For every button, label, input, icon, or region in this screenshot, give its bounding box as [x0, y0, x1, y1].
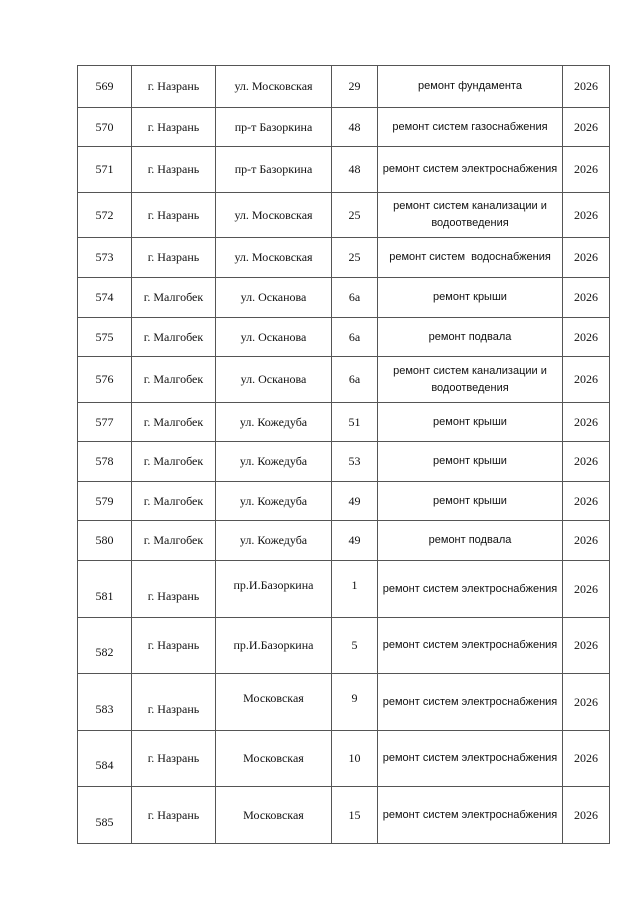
row-number: 569 [78, 66, 132, 108]
house-cell: 25 [332, 193, 378, 238]
city-cell: г. Назрань [132, 787, 216, 844]
house-cell: 6а [332, 318, 378, 357]
work-type-cell: ремонт крыши [378, 482, 563, 521]
street-cell: пр.И.Базоркина [216, 561, 332, 618]
work-type-cell: ремонт систем водоснабжения [378, 238, 563, 278]
work-type-cell: ремонт систем электроснабжения [378, 147, 563, 193]
table-row [78, 66, 610, 108]
work-type-cell: ремонт крыши [378, 278, 563, 318]
work-type-cell: ремонт фундамента [378, 66, 563, 108]
city-cell: г. Малгобек [132, 521, 216, 561]
year-cell: 2026 [563, 521, 610, 561]
row-number: 570 [78, 108, 132, 147]
city-cell: г. Назрань [132, 193, 216, 238]
row-number: 583 [78, 674, 132, 731]
house-cell: 53 [332, 442, 378, 482]
table-row [78, 731, 610, 787]
work-type-cell: ремонт систем электроснабжения [378, 674, 563, 731]
house-cell: 48 [332, 108, 378, 147]
house-cell: 6а [332, 357, 378, 403]
year-cell: 2026 [563, 108, 610, 147]
year-cell: 2026 [563, 278, 610, 318]
work-type-cell: ремонт систем электроснабжения [378, 618, 563, 674]
street-cell: пр.И.Базоркина [216, 618, 332, 674]
street-cell: Московская [216, 731, 332, 787]
house-cell: 9 [332, 674, 378, 731]
table-row [78, 787, 610, 844]
work-type-cell: ремонт подвала [378, 318, 563, 357]
row-number: 577 [78, 403, 132, 442]
house-cell: 48 [332, 147, 378, 193]
house-cell: 10 [332, 731, 378, 787]
table-row [78, 108, 610, 147]
city-cell: г. Назрань [132, 147, 216, 193]
work-type-cell: ремонт систем электроснабжения [378, 561, 563, 618]
work-type-cell: ремонт систем газоснабжения [378, 108, 563, 147]
table-row [78, 674, 610, 731]
year-cell: 2026 [563, 674, 610, 731]
row-number: 584 [78, 731, 132, 787]
city-cell: г. Назрань [132, 561, 216, 618]
street-cell: Московская [216, 787, 332, 844]
city-cell: г. Назрань [132, 674, 216, 731]
street-cell: пр-т Базоркина [216, 147, 332, 193]
row-number: 578 [78, 442, 132, 482]
street-cell: ул. Кожедуба [216, 442, 332, 482]
work-type-cell: ремонт систем электроснабжения [378, 787, 563, 844]
table-row [78, 618, 610, 674]
city-cell: г. Малгобек [132, 403, 216, 442]
house-cell: 6а [332, 278, 378, 318]
house-cell: 29 [332, 66, 378, 108]
house-cell: 49 [332, 482, 378, 521]
city-cell: г. Назрань [132, 66, 216, 108]
table-row [78, 357, 610, 403]
row-number: 571 [78, 147, 132, 193]
year-cell: 2026 [563, 357, 610, 403]
city-cell: г. Назрань [132, 618, 216, 674]
street-cell: ул. Кожедуба [216, 403, 332, 442]
work-type-cell: ремонт систем канализации и водоотведения [378, 357, 563, 403]
year-cell: 2026 [563, 193, 610, 238]
row-number: 572 [78, 193, 132, 238]
repair-schedule-table [77, 65, 610, 844]
street-cell: ул. Московская [216, 238, 332, 278]
year-cell: 2026 [563, 318, 610, 357]
work-type-cell: ремонт крыши [378, 403, 563, 442]
row-number: 574 [78, 278, 132, 318]
city-cell: г. Малгобек [132, 482, 216, 521]
year-cell: 2026 [563, 561, 610, 618]
work-type-cell: ремонт крыши [378, 442, 563, 482]
work-type-cell: ремонт систем электроснабжения [378, 731, 563, 787]
table-row [78, 482, 610, 521]
city-cell: г. Малгобек [132, 442, 216, 482]
table-row [78, 147, 610, 193]
year-cell: 2026 [563, 442, 610, 482]
house-cell: 5 [332, 618, 378, 674]
table-row [78, 238, 610, 278]
street-cell: ул. Осканова [216, 318, 332, 357]
street-cell: Московская [216, 674, 332, 731]
year-cell: 2026 [563, 787, 610, 844]
city-cell: г. Назрань [132, 108, 216, 147]
year-cell: 2026 [563, 403, 610, 442]
street-cell: ул. Осканова [216, 278, 332, 318]
city-cell: г. Назрань [132, 731, 216, 787]
house-cell: 15 [332, 787, 378, 844]
row-number: 573 [78, 238, 132, 278]
work-type-cell: ремонт систем канализации и водоотведения [378, 193, 563, 238]
table-row [78, 318, 610, 357]
year-cell: 2026 [563, 147, 610, 193]
street-cell: ул. Кожедуба [216, 521, 332, 561]
year-cell: 2026 [563, 238, 610, 278]
table-row [78, 561, 610, 618]
row-number: 585 [78, 787, 132, 844]
row-number: 579 [78, 482, 132, 521]
year-cell: 2026 [563, 618, 610, 674]
row-number: 581 [78, 561, 132, 618]
city-cell: г. Малгобек [132, 278, 216, 318]
street-cell: ул. Московская [216, 193, 332, 238]
city-cell: г. Назрань [132, 238, 216, 278]
year-cell: 2026 [563, 66, 610, 108]
table-row [78, 521, 610, 561]
row-number: 582 [78, 618, 132, 674]
table-row [78, 193, 610, 238]
city-cell: г. Малгобек [132, 357, 216, 403]
row-number: 576 [78, 357, 132, 403]
street-cell: ул. Кожедуба [216, 482, 332, 521]
house-cell: 25 [332, 238, 378, 278]
table-row [78, 278, 610, 318]
street-cell: ул. Осканова [216, 357, 332, 403]
house-cell: 1 [332, 561, 378, 618]
house-cell: 49 [332, 521, 378, 561]
year-cell: 2026 [563, 731, 610, 787]
house-cell: 51 [332, 403, 378, 442]
table-row [78, 442, 610, 482]
year-cell: 2026 [563, 482, 610, 521]
city-cell: г. Малгобек [132, 318, 216, 357]
table-row [78, 403, 610, 442]
work-type-cell: ремонт подвала [378, 521, 563, 561]
street-cell: пр-т Базоркина [216, 108, 332, 147]
street-cell: ул. Московская [216, 66, 332, 108]
row-number: 575 [78, 318, 132, 357]
row-number: 580 [78, 521, 132, 561]
